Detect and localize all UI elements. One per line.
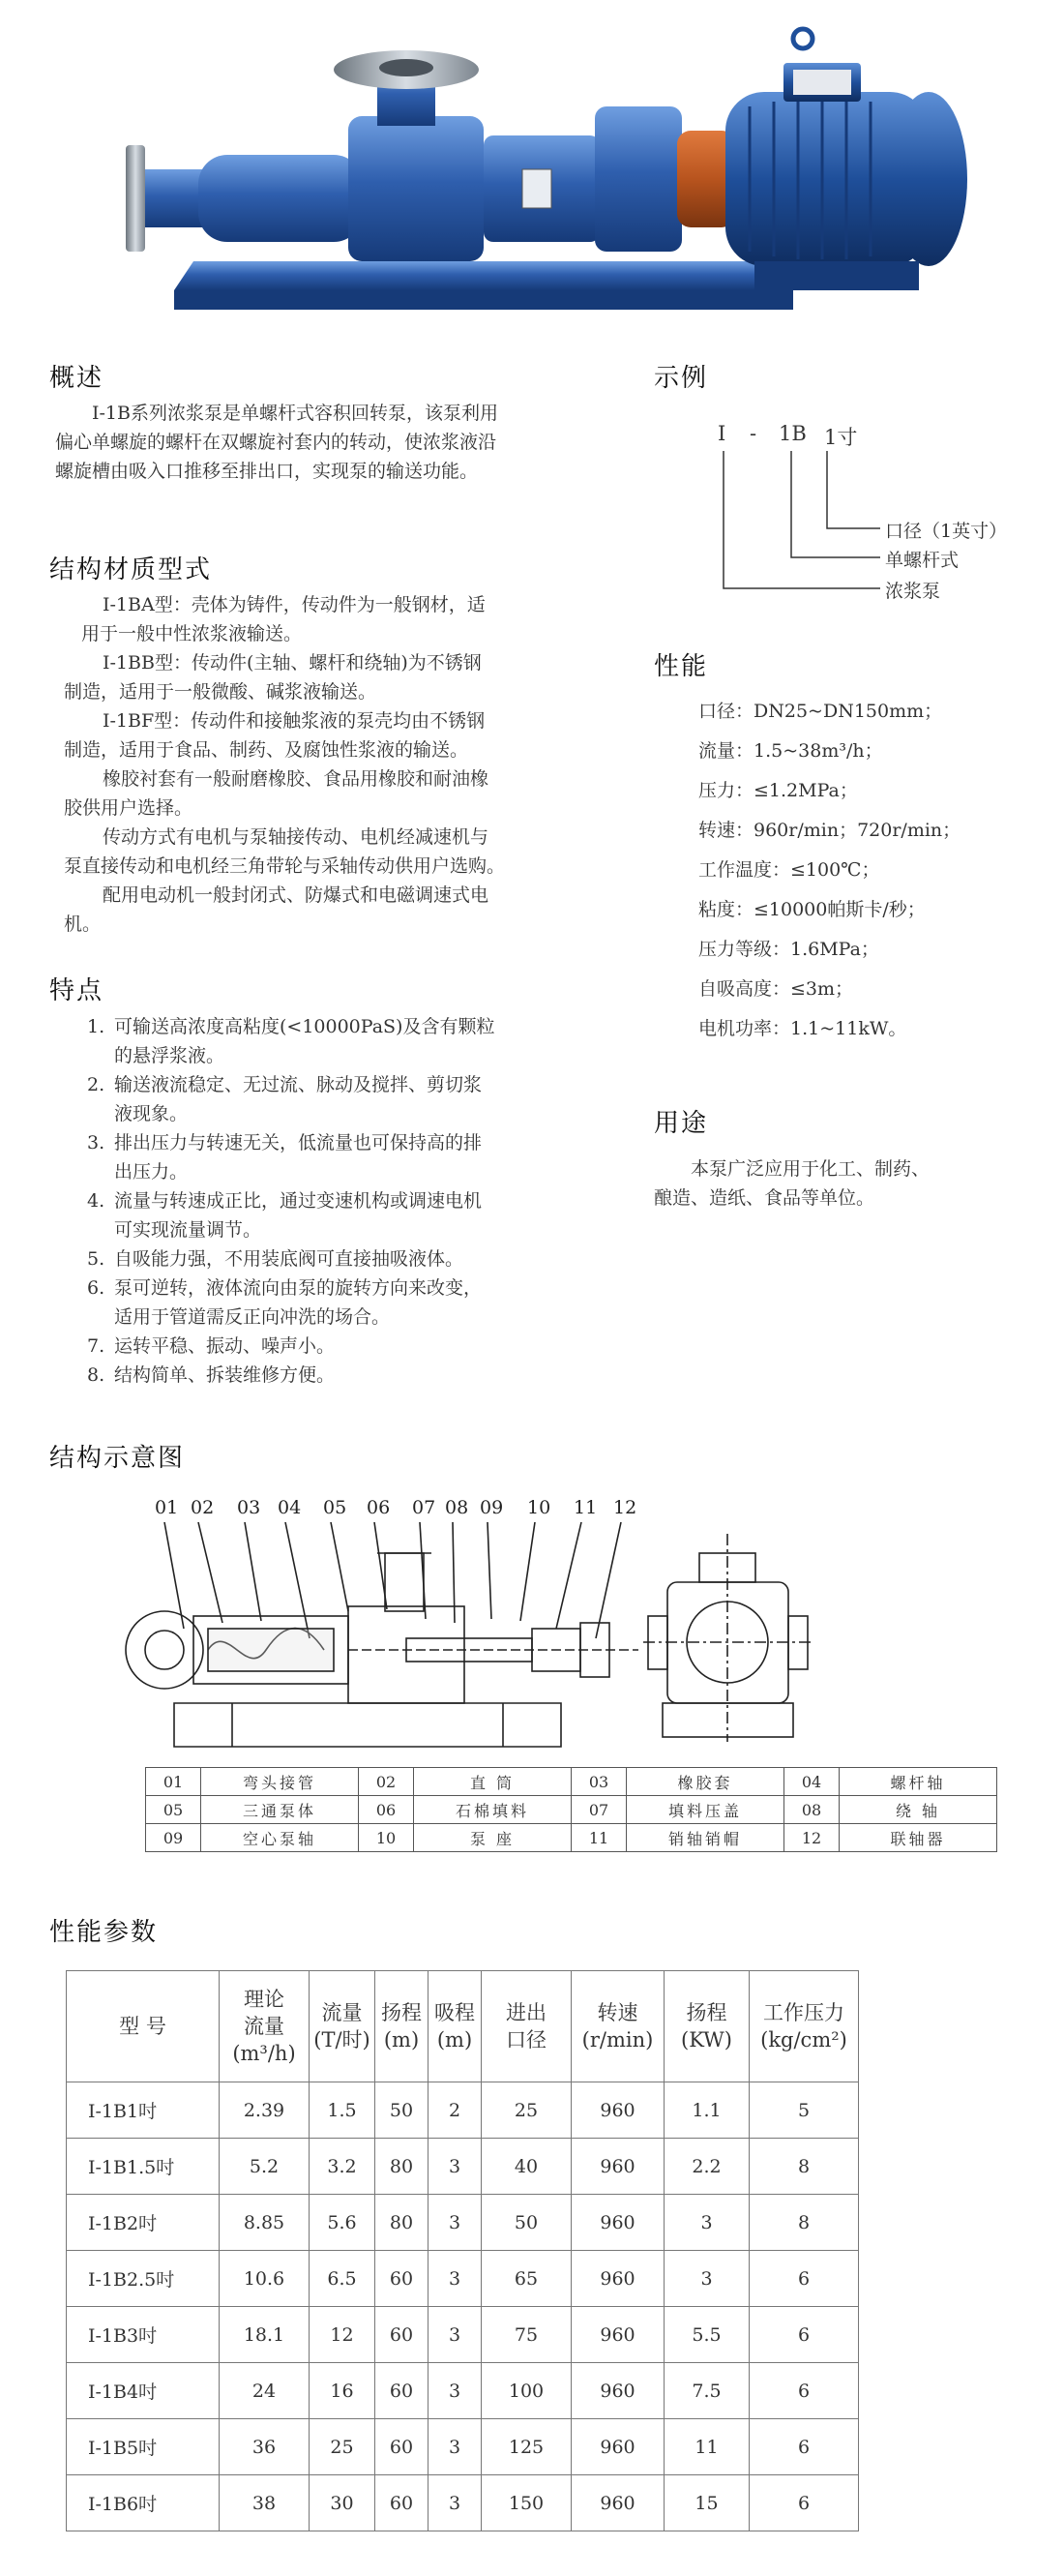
header-text: (m³/h)	[232, 2042, 296, 2065]
overview-line: I-1B系列浓浆泵是单螺杆式容积回转泵，该泵利用	[92, 403, 498, 424]
params-row	[67, 2195, 859, 2251]
cell: I-1B1.5吋	[67, 2139, 220, 2195]
cell: 3	[429, 2475, 482, 2531]
header-text: (m)	[383, 2028, 420, 2052]
cell: 30	[310, 2475, 375, 2531]
structure-line: 配用电动机一般封闭式、防爆式和电磁调速式电	[103, 884, 489, 906]
header-text: 型 号	[119, 2015, 166, 2038]
structure-line: 胶供用户选择。	[64, 797, 193, 819]
cell: 6	[750, 2307, 859, 2363]
cell: 100	[482, 2363, 572, 2419]
example-code-size: 1寸	[824, 426, 858, 449]
feature-text: 流量与转速成正比，通过变速机构或调速电机	[114, 1190, 483, 1212]
feature-item	[87, 1361, 609, 1390]
part-name: 螺杆轴	[840, 1768, 997, 1796]
cell: 6	[750, 2419, 859, 2475]
feature-number: 5.	[87, 1248, 105, 1270]
structure-line: 用于一般中性浓浆液输送。	[81, 623, 303, 644]
cell: 18.1	[220, 2307, 310, 2363]
col-header-speed	[572, 1971, 665, 2082]
feature-number: 7.	[87, 1335, 105, 1357]
params-heading: 性能参数	[49, 1918, 159, 1947]
callout-label: 12	[613, 1497, 637, 1518]
callout-label: 10	[527, 1497, 551, 1518]
cell: I-1B4吋	[67, 2363, 220, 2419]
cell: 40	[482, 2139, 572, 2195]
part-number: 10	[359, 1824, 414, 1852]
cell: 3	[665, 2195, 750, 2251]
header-text: 口径	[506, 2028, 547, 2052]
cell: 10.6	[220, 2251, 310, 2307]
feature-number: 1.	[87, 1016, 105, 1037]
pump-photo	[0, 0, 1064, 348]
col-header-pressure	[750, 1971, 859, 2082]
cell: 2.2	[665, 2139, 750, 2195]
usage-line: 本泵广泛应用于化工、制药、	[691, 1158, 931, 1180]
example-heading: 示例	[654, 364, 709, 393]
example-label-type: 单螺杆式	[885, 550, 960, 571]
feature-item	[87, 1244, 609, 1273]
header-text: 转速	[597, 2001, 638, 2024]
cell: 3	[429, 2251, 482, 2307]
features-list	[87, 1012, 609, 1390]
cell: 11	[665, 2419, 750, 2475]
structure-line: I-1BA型：壳体为铸件，传动件为一般钢材，适	[103, 594, 486, 615]
cell: 60	[375, 2419, 429, 2475]
cell: 6	[750, 2251, 859, 2307]
callout-label: 03	[237, 1497, 261, 1518]
feature-text: 适用于管道需反正向冲洗的场合。	[114, 1306, 391, 1328]
col-header-suction	[429, 1971, 482, 2082]
part-number: 04	[784, 1768, 840, 1796]
params-row	[67, 2419, 859, 2475]
feature-text: 的悬浮浆液。	[114, 1045, 225, 1066]
part-name: 泵 座	[414, 1824, 572, 1852]
cell: 80	[375, 2195, 429, 2251]
cell: I-1B1吋	[67, 2082, 220, 2139]
cell: 960	[572, 2139, 665, 2195]
params-row	[67, 2082, 859, 2139]
header-text: 流量	[244, 2015, 284, 2038]
callout-label: 02	[191, 1497, 215, 1518]
cell: 6.5	[310, 2251, 375, 2307]
params-row	[67, 2139, 859, 2195]
performance-item: 转速：960r/min；720r/min；	[698, 820, 961, 841]
header-text: 吸程	[434, 2001, 475, 2024]
cell: 36	[220, 2419, 310, 2475]
performance-item: 压力：≤1.2MPa；	[698, 780, 858, 801]
cell: 5.6	[310, 2195, 375, 2251]
col-header-power	[665, 1971, 750, 2082]
cell: 6	[750, 2475, 859, 2531]
cell: 75	[482, 2307, 572, 2363]
params-row	[67, 2475, 859, 2531]
structure-heading: 结构材质型式	[49, 555, 213, 584]
structure-line: 橡胶衬套有一般耐磨橡胶、食品用橡胶和耐油橡	[103, 768, 489, 790]
cell: 16	[310, 2363, 375, 2419]
structure-line: 机。	[64, 914, 102, 935]
header-text: (r/min)	[581, 2028, 654, 2052]
cell: 60	[375, 2307, 429, 2363]
col-header-diameter	[482, 1971, 572, 2082]
callout-label: 04	[278, 1497, 302, 1518]
part-name: 弯头接管	[201, 1768, 359, 1796]
cell: 6	[750, 2363, 859, 2419]
feature-text: 结构简单、拆装维修方便。	[114, 1364, 336, 1386]
part-name: 三通泵体	[201, 1796, 359, 1824]
usage-text	[654, 1154, 1041, 1213]
structure-line: I-1BB型：传动件(主轴、螺杆和绕轴)为不锈钢	[103, 652, 482, 674]
feature-text: 排出压力与转速无关，低流量也可保持高的排	[114, 1132, 483, 1153]
params-row	[67, 2251, 859, 2307]
performance-heading: 性能	[654, 652, 709, 681]
pump-cross-section	[116, 1514, 658, 1756]
part-name: 填料压盖	[627, 1796, 784, 1824]
feature-number: 3.	[87, 1132, 105, 1153]
feature-text: 出压力。	[114, 1161, 189, 1183]
part-name: 橡胶套	[627, 1768, 784, 1796]
cell: 60	[375, 2363, 429, 2419]
performance-item: 粘度：≤10000帕斯卡/秒；	[698, 899, 926, 920]
cell: 3	[429, 2363, 482, 2419]
legend-row	[146, 1824, 997, 1852]
performance-item: 自吸高度：≤3m；	[698, 978, 854, 1000]
col-header-theoretical-flow	[220, 1971, 310, 2082]
part-name: 空心泵轴	[201, 1824, 359, 1852]
cell: 25	[310, 2419, 375, 2475]
diagram-heading: 结构示意图	[49, 1444, 186, 1473]
cell: 960	[572, 2363, 665, 2419]
overview-text	[55, 399, 597, 486]
feature-text: 输送液流稳定、无过流、脉动及搅拌、剪切浆	[114, 1074, 483, 1095]
callout-label: 08	[445, 1497, 469, 1518]
cell: 5.2	[220, 2139, 310, 2195]
part-number: 07	[572, 1796, 627, 1824]
part-number: 09	[146, 1824, 201, 1852]
callout-label: 11	[574, 1497, 598, 1518]
performance-item: 口径：DN25~DN150mm；	[698, 701, 943, 722]
cell: 1.1	[665, 2082, 750, 2139]
part-number: 01	[146, 1768, 201, 1796]
example-code-dash: -	[750, 422, 757, 445]
cell: 60	[375, 2475, 429, 2531]
feature-item	[87, 1332, 609, 1361]
part-number: 11	[572, 1824, 627, 1852]
cell: 80	[375, 2139, 429, 2195]
cell: 12	[310, 2307, 375, 2363]
col-header-model	[67, 1971, 220, 2082]
usage-line: 酿造、造纸、食品等单位。	[654, 1187, 875, 1209]
callout-label: 01	[155, 1497, 179, 1518]
feature-text: 运转平稳、振动、噪声小。	[114, 1335, 336, 1357]
cell: 2	[429, 2082, 482, 2139]
cell: I-1B6吋	[67, 2475, 220, 2531]
header-text: (m)	[436, 2028, 473, 2052]
callout-label: 07	[412, 1497, 436, 1518]
cell: 8	[750, 2139, 859, 2195]
part-name: 联轴器	[840, 1824, 997, 1852]
col-header-flow	[310, 1971, 375, 2082]
feature-item	[87, 1012, 609, 1070]
cell: 3	[429, 2139, 482, 2195]
feature-item	[87, 1273, 609, 1332]
cell: 1.5	[310, 2082, 375, 2139]
cell: 960	[572, 2419, 665, 2475]
params-row	[67, 2363, 859, 2419]
cell: 5	[750, 2082, 859, 2139]
part-number: 06	[359, 1796, 414, 1824]
cell: I-1B2.5吋	[67, 2251, 220, 2307]
features-heading: 特点	[49, 976, 104, 1005]
header-text: (T/时)	[313, 2028, 370, 2052]
cell: 960	[572, 2082, 665, 2139]
feature-text: 可实现流量调节。	[114, 1219, 262, 1241]
part-number: 08	[784, 1796, 840, 1824]
cell: 15	[665, 2475, 750, 2531]
cell: 25	[482, 2082, 572, 2139]
cell: 60	[375, 2251, 429, 2307]
part-name: 石棉填料	[414, 1796, 572, 1824]
structure-line: 泵直接传动和电机经三角带轮与采轴传动供用户选购。	[64, 855, 506, 877]
feature-text: 液现象。	[114, 1103, 189, 1124]
legend-row	[146, 1768, 997, 1796]
cell: 50	[375, 2082, 429, 2139]
cell: 150	[482, 2475, 572, 2531]
feature-number: 2.	[87, 1074, 105, 1095]
params-table	[66, 1970, 859, 2531]
overview-heading: 概述	[49, 364, 104, 393]
cell: 38	[220, 2475, 310, 2531]
feature-item	[87, 1186, 609, 1244]
feature-text: 可输送高浓度高粘度(<10000PaS)及含有颗粒	[114, 1016, 495, 1037]
structure-line: 制造，适用于食品、制药、及腐蚀性浆液的输送。	[64, 739, 469, 761]
cell: 960	[572, 2475, 665, 2531]
cell: 3	[429, 2195, 482, 2251]
cell: 3	[665, 2251, 750, 2307]
cell: 5.5	[665, 2307, 750, 2363]
parts-legend-table	[145, 1767, 997, 1852]
part-name: 绕 轴	[840, 1796, 997, 1824]
legend-row	[146, 1796, 997, 1824]
example-code-i: I	[718, 422, 726, 445]
part-number: 02	[359, 1768, 414, 1796]
part-number: 03	[572, 1768, 627, 1796]
cell: 960	[572, 2307, 665, 2363]
cell: 3	[429, 2307, 482, 2363]
usage-heading: 用途	[654, 1109, 709, 1138]
feature-item	[87, 1070, 609, 1128]
cell: 3.2	[310, 2139, 375, 2195]
example-code-type: 1B	[779, 422, 807, 445]
cell: 8	[750, 2195, 859, 2251]
cell: I-1B2吋	[67, 2195, 220, 2251]
structure-line: I-1BF型：传动件和接触浆液的泵壳均由不锈钢	[103, 710, 486, 732]
feature-text: 自吸能力强，不用装底阀可直接抽吸液体。	[114, 1248, 464, 1270]
header-text: (KW)	[681, 2028, 732, 2052]
cell: 960	[572, 2195, 665, 2251]
cell: 125	[482, 2419, 572, 2475]
part-number: 05	[146, 1796, 201, 1824]
part-number: 12	[784, 1824, 840, 1852]
overview-line: 螺旋槽由吸入口推移至排出口，实现泵的输送功能。	[55, 461, 479, 482]
performance-item: 工作温度：≤100℃；	[698, 859, 880, 881]
cell: 960	[572, 2251, 665, 2307]
header-text: 工作压力	[763, 2001, 844, 2024]
part-name: 销轴销帽	[627, 1824, 784, 1852]
feature-number: 8.	[87, 1364, 105, 1386]
example-bracket-lines	[716, 445, 909, 600]
part-name: 直 筒	[414, 1768, 572, 1796]
header-text: 进出	[506, 2001, 547, 2024]
cell: 7.5	[665, 2363, 750, 2419]
header-text: 理论	[244, 1988, 284, 2011]
callout-label: 06	[367, 1497, 391, 1518]
cell: 2.39	[220, 2082, 310, 2139]
cell: 50	[482, 2195, 572, 2251]
pump-side-view	[643, 1534, 813, 1742]
performance-item: 流量：1.5~38m³/h；	[698, 740, 883, 762]
cell: I-1B3吋	[67, 2307, 220, 2363]
example-label-pump: 浓浆泵	[885, 581, 941, 602]
feature-number: 6.	[87, 1277, 105, 1299]
structure-line: 制造，适用于一般微酸、碱浆液输送。	[64, 681, 377, 703]
header-text: (kg/cm²)	[760, 2028, 847, 2052]
callout-label: 09	[480, 1497, 504, 1518]
header-text: 扬程	[686, 2001, 727, 2024]
performance-list	[698, 692, 1047, 1049]
cell: 3	[429, 2419, 482, 2475]
structure-line: 传动方式有电机与泵轴接传动、电机经减速机与	[103, 826, 489, 848]
feature-item	[87, 1128, 609, 1186]
callout-label: 05	[323, 1497, 347, 1518]
feature-text: 泵可逆转，液体流向由泵的旋转方向来改变，	[114, 1277, 483, 1299]
col-header-head	[375, 1971, 429, 2082]
overview-line: 偏心单螺旋的螺杆在双螺旋衬套内的转动，使浓浆液沿	[55, 432, 497, 453]
cell: 8.85	[220, 2195, 310, 2251]
example-label-size: 口径（1英寸）	[885, 521, 1008, 542]
header-text: 流量	[321, 2001, 363, 2024]
params-row	[67, 2307, 859, 2363]
cell: 65	[482, 2251, 572, 2307]
feature-number: 4.	[87, 1190, 105, 1212]
performance-item: 压力等级：1.6MPa；	[698, 939, 879, 960]
header-text: 扬程	[381, 2001, 422, 2024]
params-header-row	[67, 1971, 859, 2082]
cell: 24	[220, 2363, 310, 2419]
performance-item: 电机功率：1.1~11kW。	[698, 1018, 907, 1039]
cell: I-1B5吋	[67, 2419, 220, 2475]
structure-text	[64, 590, 606, 939]
